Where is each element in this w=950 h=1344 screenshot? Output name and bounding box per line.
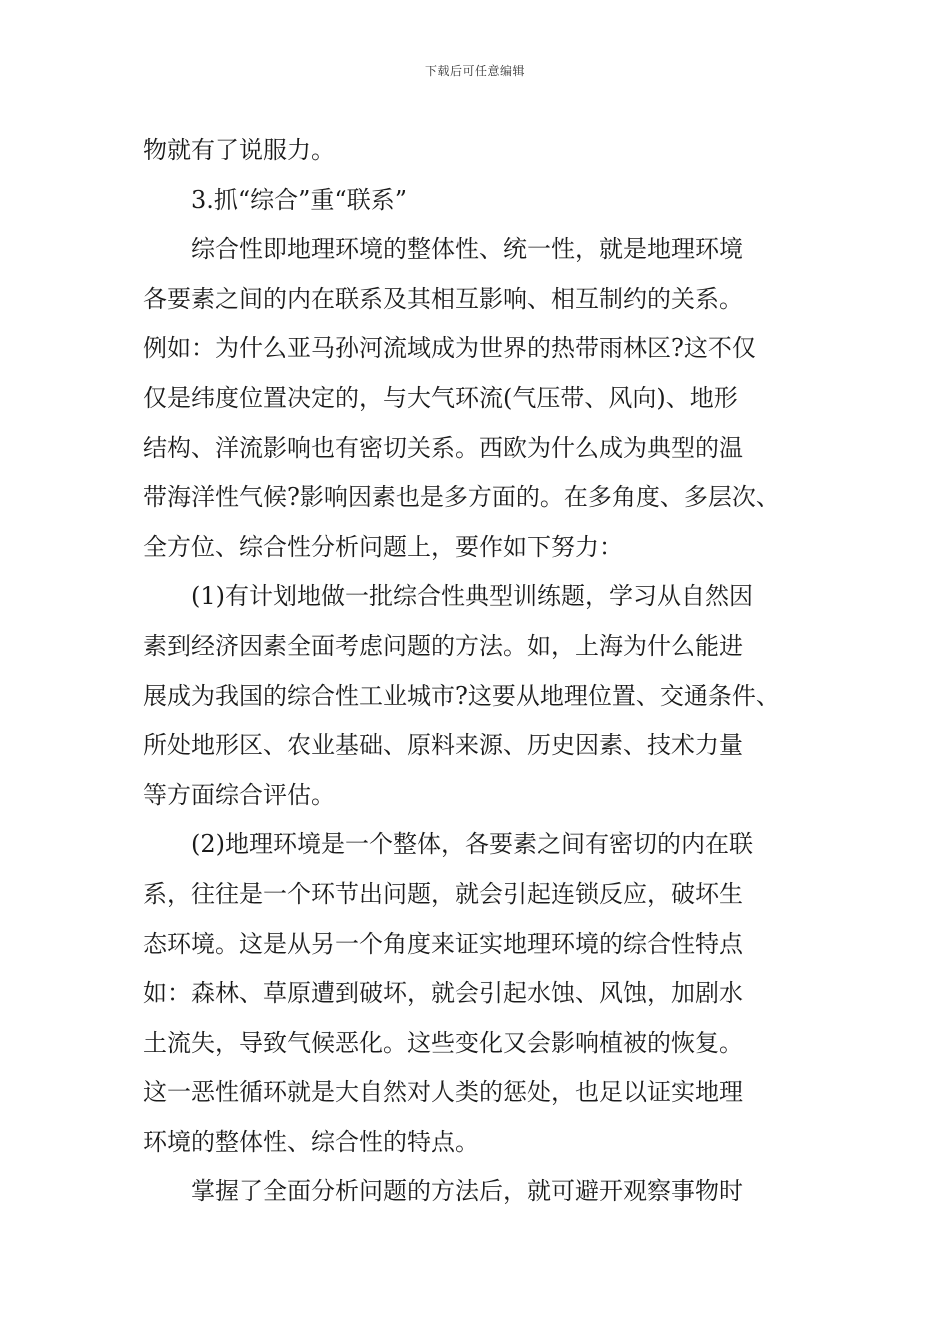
text-line: 结构、洋流影响也有密切关系。西欧为什么成为典型的温 <box>143 433 743 462</box>
text-line: 带海洋性气候?影响因素也是多方面的。在多角度、多层次、 <box>143 483 780 512</box>
text-line: (1)有计划地做一批综合性典型训练题，学习从自然因 <box>191 582 753 611</box>
text-line: (2)地理环境是一个整体，各要素之间有密切的内在联 <box>191 830 753 859</box>
text-line: 全方位、综合性分析问题上，要作如下努力： <box>143 532 623 561</box>
text-line: 例如：为什么亚马孙河流域成为世界的热带雨林区?这不仅 <box>143 334 756 363</box>
text-line: 等方面综合评估。 <box>143 780 335 809</box>
text-line: 态环境。这是从另一个角度来证实地理环境的综合性特点 <box>143 929 743 958</box>
text-line: 物就有了说服力。 <box>143 136 335 164</box>
text-line: 综合性即地理环境的整体性、统一性，就是地理环境 <box>191 235 743 264</box>
text-line: 仅是纬度位置决定的，与大气环流(气压带、风向)、地形 <box>143 383 738 412</box>
page-header: 下载后可任意编辑 <box>424 64 525 78</box>
text-line: 各要素之间的内在联系及其相互影响、相互制约的关系。 <box>143 284 743 313</box>
text-line: 系，往往是一个环节出问题，就会引起连锁反应，破坏生 <box>143 879 743 908</box>
text-line: 所处地形区、农业基础、原料来源、历史因素、技术力量 <box>143 731 743 760</box>
text-line: 如：森林、草原遭到破坏，就会引起水蚀、风蚀，加剧水 <box>143 979 743 1008</box>
text-line: 掌握了全面分析问题的方法后，就可避开观察事物时 <box>191 1177 743 1206</box>
section-heading: 3.抓“综合”重“联系” <box>191 185 407 214</box>
text-line: 展成为我国的综合性工业城市?这要从地理位置、交通条件、 <box>143 681 780 710</box>
text-line: 这一恶性循环就是大自然对人类的惩处，也足以证实地理 <box>143 1078 743 1107</box>
document-body <box>143 126 833 1217</box>
text-line: 环境的整体性、综合性的特点。 <box>143 1127 479 1156</box>
text-line: 土流失，导致气候恶化。这些变化又会影响植被的恢复。 <box>143 1028 743 1057</box>
text-line: 素到经济因素全面考虑问题的方法。如，上海为什么能进 <box>143 631 743 660</box>
